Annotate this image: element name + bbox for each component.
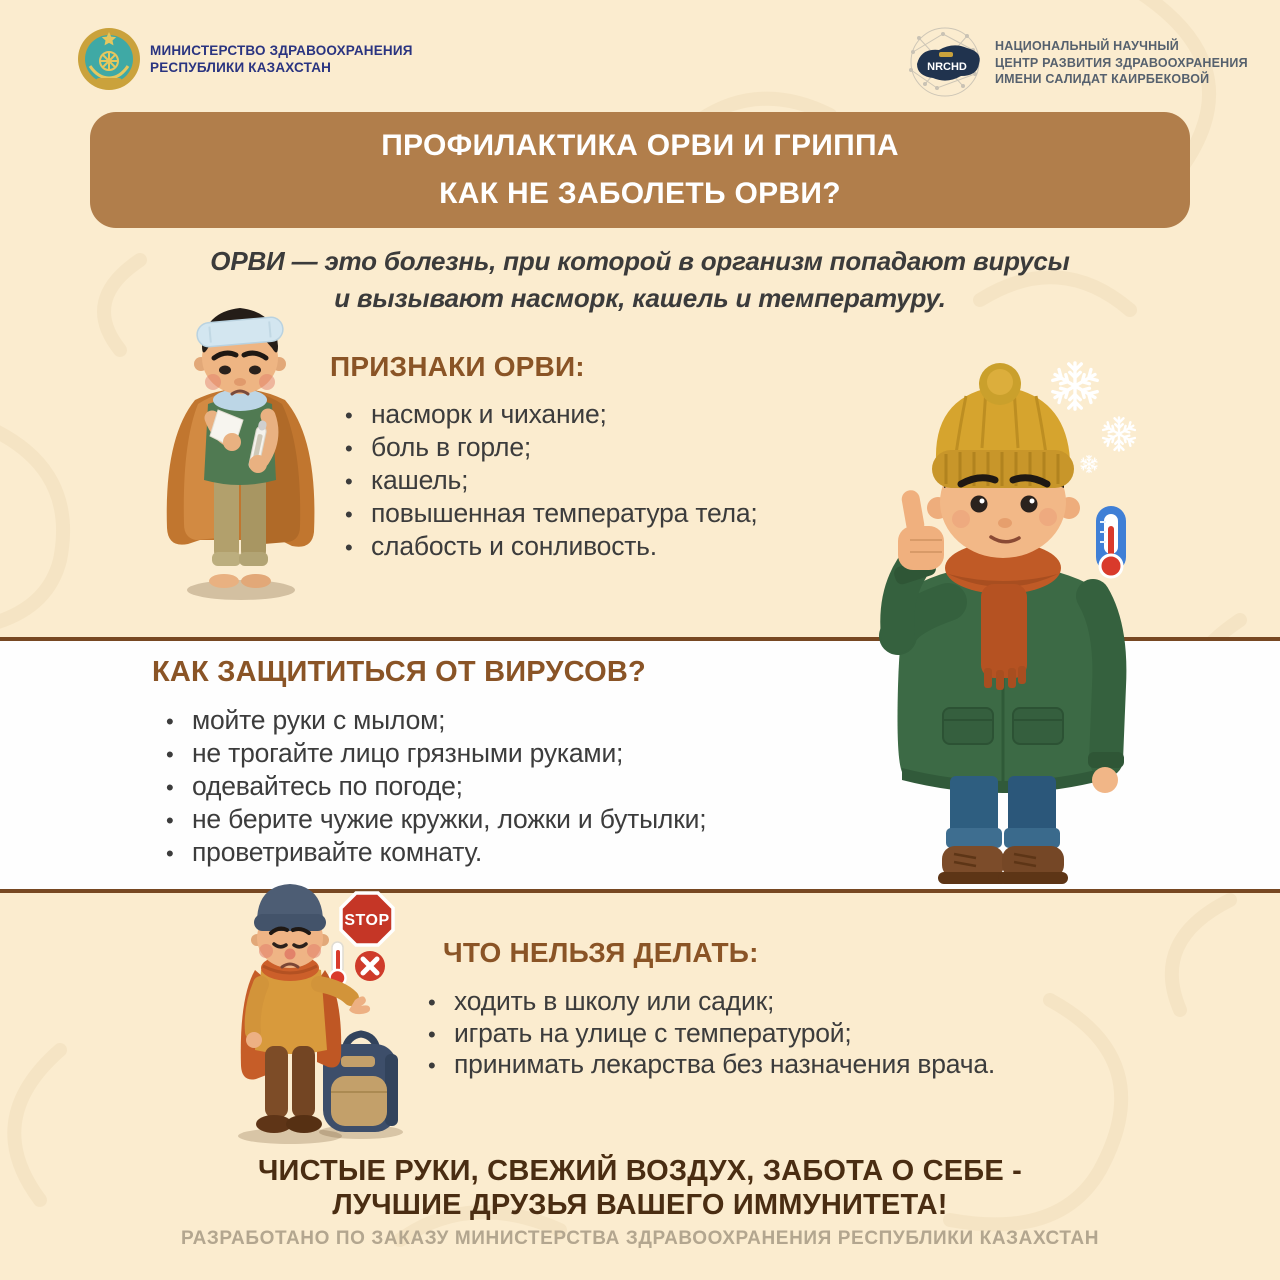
list-item [345, 531, 758, 564]
list-item-text: повышенная температура тела; [371, 498, 758, 528]
bullet-icon [345, 432, 371, 463]
list-item-text: не берите чужие кружки, ложки и бутылки; [192, 804, 707, 834]
list-item [345, 465, 758, 498]
title-banner [90, 112, 1190, 228]
thermometer-icon [1096, 506, 1126, 577]
list-item [166, 705, 706, 738]
slogan-text [0, 1154, 1280, 1222]
list-item [345, 399, 758, 432]
protect-section-title: КАК ЗАЩИТИТЬСЯ ОТ ВИРУСОВ? [152, 656, 646, 688]
bullet-icon [345, 498, 371, 529]
bullet-icon [166, 804, 192, 835]
bullet-icon [345, 465, 371, 496]
ministry-name-line1: МИНИСТЕРСТВО ЗДРАВООХРАНЕНИЯ [150, 43, 413, 58]
stop-sign-label: STOP [344, 912, 390, 929]
list-item [345, 432, 758, 465]
sick-boy-stop-illustration [195, 878, 430, 1153]
bullet-icon [428, 1018, 454, 1049]
nrchd-name-line3: ИМЕНИ САЛИДАТ КАИРБЕКОВОЙ [995, 72, 1210, 86]
ministry-logo-text [150, 42, 413, 76]
bullet-icon [345, 399, 371, 430]
list-item [345, 498, 758, 531]
intro-line2: и вызывают насморк, кашель и температуру. [334, 283, 946, 313]
slogan-line1: ЧИСТЫЕ РУКИ, СВЕЖИЙ ВОЗДУХ, ЗАБОТА О СЕБЕ - [257, 1155, 1023, 1187]
forbidden-section-title: ЧТО НЕЛЬЗЯ ДЕЛАТЬ: [443, 937, 759, 968]
bullet-icon [166, 771, 192, 802]
title-line1: ПРОФИЛАКТИКА ОРВИ И ГРИППА [381, 129, 899, 162]
nrchd-logo-text [995, 38, 1248, 88]
forbidden-list [428, 986, 995, 1081]
intro-line1: ОРВИ — это болезнь, при которой в организм попадают вирусы [210, 246, 1070, 276]
list-item-text: играть на улице с температурой; [454, 1017, 852, 1048]
bullet-icon [428, 986, 454, 1017]
bullet-icon [345, 531, 371, 562]
title-line2: КАК НЕ ЗАБОЛЕТЬ ОРВИ? [439, 177, 841, 210]
list-item-text: насморк и чихание; [371, 399, 607, 429]
list-item-text: кашель; [371, 465, 469, 495]
bullet-icon [166, 738, 192, 769]
list-item-text: боль в горле; [371, 432, 532, 462]
bullet-icon [166, 705, 192, 736]
nrchd-name-line2: ЦЕНТР РАЗВИТИЯ ЗДРАВООХРАНЕНИЯ [995, 55, 1248, 70]
healthy-boy-illustration [848, 356, 1153, 896]
ministry-name-line2: РЕСПУБЛИКИ КАЗАХСТАН [150, 60, 332, 75]
bullet-icon [428, 1049, 454, 1080]
list-item-text: слабость и сонливость. [371, 531, 657, 561]
signs-list [345, 399, 758, 564]
list-item-text: одевайтесь по погоде; [192, 771, 463, 801]
sick-boy-blanket-illustration [140, 288, 340, 610]
list-item-text: ходить в школу или садик; [454, 986, 775, 1016]
list-item-text: не трогайте лицо грязными руками; [192, 738, 624, 768]
credit-text: РАЗРАБОТАНО ПО ЗАКАЗУ МИНИСТЕРСТВА ЗДРАВООХРАНЕНИЯ РЕСПУБЛИКИ КАЗАХСТАН [180, 1228, 1100, 1249]
kazakhstan-emblem-icon [76, 26, 142, 92]
nrchd-logo-label: NRCHD [927, 61, 967, 73]
list-item [166, 804, 706, 837]
list-item [428, 986, 995, 1018]
list-item-text: принимать лекарства без назначения врача. [454, 1049, 996, 1079]
list-item [166, 771, 706, 804]
bullet-icon [166, 837, 192, 868]
list-item-text: проветривайте комнату. [192, 837, 483, 867]
list-item [166, 738, 706, 771]
signs-section-title: ПРИЗНАКИ ОРВИ: [330, 351, 585, 382]
list-item [166, 837, 706, 870]
x-circle-icon [355, 951, 385, 981]
slogan-line2: ЛУЧШИЕ ДРУЗЬЯ ВАШЕГО ИММУНИТЕТА! [332, 1189, 948, 1221]
list-item [428, 1049, 995, 1081]
stop-sign [341, 893, 393, 945]
list-item-text: мойте руки с мылом; [192, 705, 446, 735]
protect-list [166, 705, 706, 870]
nrchd-name-line1: НАЦИОНАЛЬНЫЙ НАУЧНЫЙ [995, 39, 1179, 53]
nrchd-logo-icon [903, 24, 989, 100]
list-item [428, 1018, 995, 1050]
